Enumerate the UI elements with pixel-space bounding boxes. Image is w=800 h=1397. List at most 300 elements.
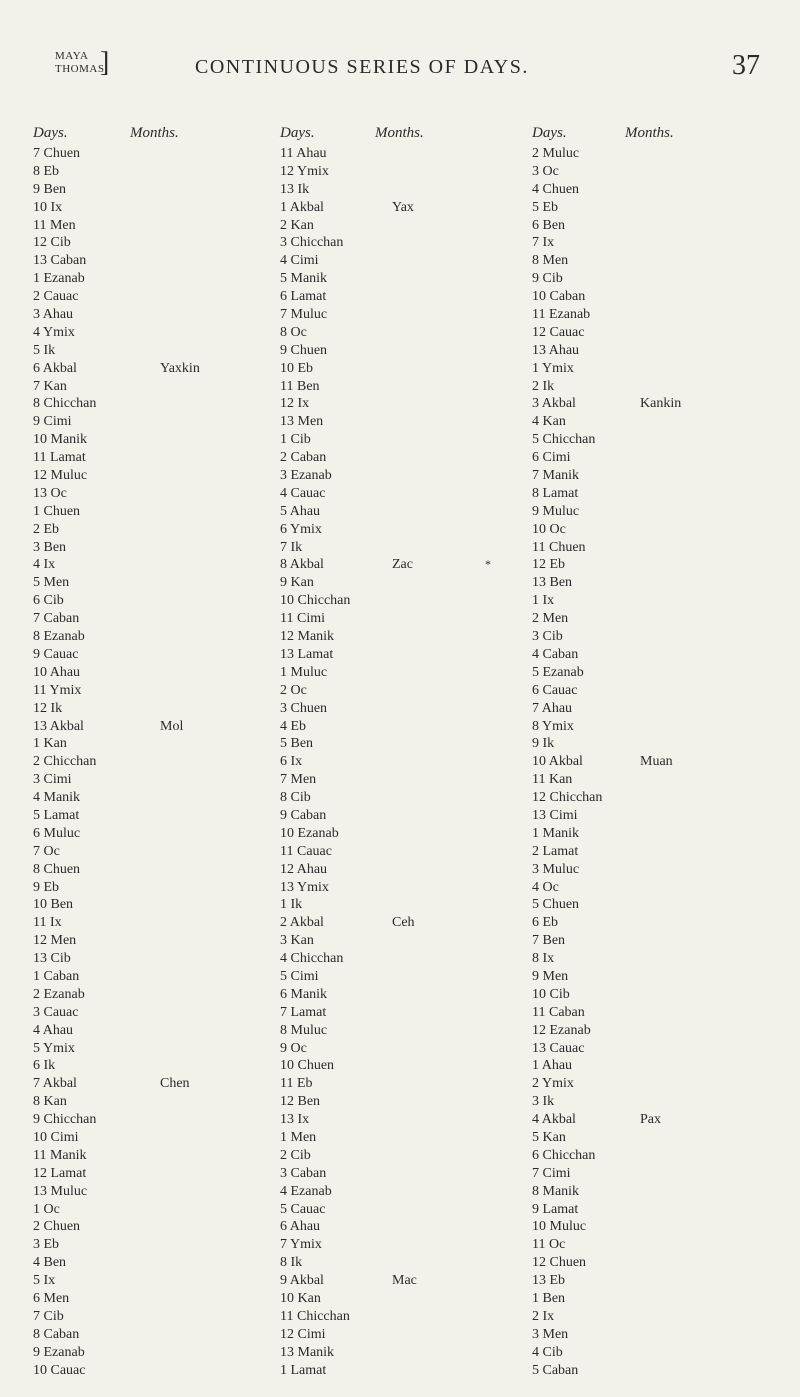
cell-days-3: 12 Eb xyxy=(532,557,566,573)
cell-days-3: 6 Chicchan xyxy=(532,1147,596,1163)
cell-days-1: 1 Chuen xyxy=(33,503,81,519)
cell-days-1: 1 Caban xyxy=(33,968,80,984)
cell-days-1: 4 Ben xyxy=(33,1255,67,1271)
cell-days-3: 11 Caban xyxy=(532,1004,585,1020)
cell-days-1: 9 Cimi xyxy=(33,414,72,430)
cell-days-2: 13 Men xyxy=(280,414,324,430)
cell-days-3: 9 Muluc xyxy=(532,503,580,519)
cell-days-1: 5 Lamat xyxy=(33,807,80,823)
cell-days-2: 3 Caban xyxy=(280,1165,327,1181)
cell-days-1: 9 Chicchan xyxy=(33,1112,97,1128)
cell-month-1: Mol xyxy=(160,718,184,734)
cell-days-3: 10 Cib xyxy=(532,986,570,1002)
page-header xyxy=(0,47,800,90)
table-row xyxy=(0,753,800,771)
cell-month-2: Mac xyxy=(392,1273,417,1289)
table-row xyxy=(0,986,800,1004)
cell-days-1: 11 Ymix xyxy=(33,682,82,698)
cell-days-3: 2 Lamat xyxy=(532,843,579,859)
table-row xyxy=(0,610,800,628)
cell-days-1: 12 Muluc xyxy=(33,468,88,484)
cell-days-1: 11 Ix xyxy=(33,915,62,931)
cell-days-3: 7 Ben xyxy=(532,933,566,949)
cell-days-3: 8 Ix xyxy=(532,951,555,967)
page-number: 37 xyxy=(732,50,760,81)
cell-days-2: 3 Chuen xyxy=(280,700,328,716)
cell-days-2: 1 Muluc xyxy=(280,664,328,680)
cell-days-3: 12 Chuen xyxy=(532,1255,587,1271)
table-row xyxy=(0,1040,800,1058)
cell-days-2: 11 Ben xyxy=(280,378,320,394)
table-row xyxy=(0,378,800,396)
table-row xyxy=(0,449,800,467)
column-header-days-3: Days. xyxy=(532,125,567,141)
cell-days-1: 13 Caban xyxy=(33,253,87,269)
cell-days-2: 10 Ezanab xyxy=(280,825,339,841)
cell-days-2: 11 Cimi xyxy=(280,611,325,627)
cell-days-1: 8 Caban xyxy=(33,1326,80,1342)
cell-days-3: 2 Men xyxy=(532,611,569,627)
cell-days-2: 9 Chuen xyxy=(280,342,328,358)
table-row xyxy=(0,1075,800,1093)
cell-days-1: 4 Manik xyxy=(33,790,81,806)
table-row xyxy=(0,896,800,914)
cell-days-2: 8 Akbal xyxy=(280,557,324,573)
cell-days-2: 11 Ahau xyxy=(280,146,327,161)
cell-days-2: 9 Kan xyxy=(280,575,314,591)
cell-days-2: 1 Men xyxy=(280,1129,317,1145)
table-row xyxy=(0,539,800,557)
running-head xyxy=(55,50,105,76)
cell-days-2: 4 Ezanab xyxy=(280,1183,332,1199)
cell-days-1: 8 Chuen xyxy=(33,861,81,877)
cell-days-1: 1 Kan xyxy=(33,736,67,752)
cell-days-2: 11 Eb xyxy=(280,1076,313,1092)
table-row xyxy=(0,342,800,360)
cell-days-3: 1 Ix xyxy=(532,593,555,609)
cell-days-2: 12 Ben xyxy=(280,1094,321,1110)
cell-days-1: 10 Ix xyxy=(33,199,63,215)
cell-days-2: 11 Cauac xyxy=(280,843,332,859)
cell-days-2: 3 Ezanab xyxy=(280,468,332,484)
cell-month-3: Muan xyxy=(640,754,673,770)
cell-days-1: 13 Cib xyxy=(33,951,71,967)
table-row xyxy=(0,1326,800,1344)
cell-days-3: 9 Cib xyxy=(532,271,563,287)
cell-days-2: 1 Ik xyxy=(280,897,303,913)
cell-days-1: 9 Ezanab xyxy=(33,1344,85,1360)
cell-days-3: 7 Cimi xyxy=(532,1165,571,1181)
cell-days-1: 3 Ahau xyxy=(33,307,74,323)
table-row xyxy=(0,360,800,378)
cell-days-2: 12 Cimi xyxy=(280,1326,326,1342)
cell-days-3: 12 Ezanab xyxy=(532,1022,591,1038)
table-row xyxy=(0,556,800,574)
cell-days-1: 13 Akbal xyxy=(33,718,84,734)
cell-days-3: 4 Cib xyxy=(532,1344,563,1360)
cell-days-3: 4 Akbal xyxy=(532,1112,576,1128)
cell-days-3: 3 Ik xyxy=(532,1094,555,1110)
cell-days-2: 2 Caban xyxy=(280,450,327,466)
table-row xyxy=(0,825,800,843)
column-header-months-2: Months. xyxy=(375,125,424,141)
cell-days-2: 7 Lamat xyxy=(280,1004,327,1020)
table-row xyxy=(0,628,800,646)
cell-days-2: 5 Ben xyxy=(280,736,314,752)
cell-days-2: 6 Lamat xyxy=(280,289,327,305)
cell-days-1: 6 Cib xyxy=(33,593,64,609)
asterisk-marker: * xyxy=(485,557,491,572)
cell-days-2: 6 Ahau xyxy=(280,1219,321,1235)
cell-days-2: 4 Chicchan xyxy=(280,951,344,967)
table-row xyxy=(0,664,800,682)
cell-days-2: 8 Cib xyxy=(280,790,311,806)
cell-month-3: Kankin xyxy=(640,396,682,412)
cell-days-3: 5 Caban xyxy=(532,1362,579,1378)
cell-month-2: Zac xyxy=(392,557,413,573)
cell-days-2: 7 Muluc xyxy=(280,307,328,323)
table-row xyxy=(0,413,800,431)
cell-days-3: 9 Lamat xyxy=(532,1201,579,1217)
cell-days-2: 7 Ymix xyxy=(280,1237,322,1253)
cell-days-1: 9 Eb xyxy=(33,879,60,895)
table-row xyxy=(0,1272,800,1290)
cell-days-3: 6 Cauac xyxy=(532,682,578,698)
table-row xyxy=(0,1093,800,1111)
cell-days-3: 9 Men xyxy=(532,968,569,984)
cell-days-1: 7 Cib xyxy=(33,1308,64,1324)
cell-days-3: 5 Chicchan xyxy=(532,432,596,448)
cell-days-1: 7 Kan xyxy=(33,378,67,394)
cell-days-1: 9 Cauac xyxy=(33,646,79,662)
cell-days-2: 8 Muluc xyxy=(280,1022,328,1038)
cell-days-3: 3 Muluc xyxy=(532,861,580,877)
cell-days-2: 4 Cimi xyxy=(280,253,319,269)
cell-days-3: 10 Oc xyxy=(532,521,566,537)
cell-days-3: 1 Manik xyxy=(532,825,580,841)
cell-days-3: 7 Ix xyxy=(532,235,555,251)
table-row xyxy=(0,1111,800,1129)
cell-days-1: 4 Ahau xyxy=(33,1022,74,1038)
cell-days-3: 8 Ymix xyxy=(532,718,574,734)
table-row xyxy=(0,485,800,503)
cell-days-3: 2 Ik xyxy=(532,378,555,394)
cell-days-1: 2 Cauac xyxy=(33,289,79,305)
cell-days-3: 5 Kan xyxy=(532,1129,566,1145)
cell-days-2: 7 Ik xyxy=(280,539,303,555)
cell-days-2: 13 Ymix xyxy=(280,879,329,895)
cell-days-1: 2 Ezanab xyxy=(33,986,85,1002)
cell-days-3: 8 Manik xyxy=(532,1183,580,1199)
table-row xyxy=(0,234,800,252)
cell-days-3: 9 Ik xyxy=(532,736,555,752)
table-row xyxy=(0,252,800,270)
table-row xyxy=(0,700,800,718)
cell-days-1: 3 Eb xyxy=(33,1237,60,1253)
table-row xyxy=(0,1218,800,1236)
table-row xyxy=(0,592,800,610)
cell-days-3: 10 Akbal xyxy=(532,754,583,770)
cell-days-3: 8 Men xyxy=(532,253,569,269)
cell-month-1: Chen xyxy=(160,1076,190,1092)
cell-days-2: 1 Akbal xyxy=(280,199,324,215)
table-row xyxy=(0,718,800,736)
cell-days-1: 7 Akbal xyxy=(33,1076,77,1092)
table-row xyxy=(0,574,800,592)
cell-days-1: 6 Men xyxy=(33,1291,70,1306)
cell-days-3: 12 Cauac xyxy=(532,324,585,340)
cell-days-2: 13 Manik xyxy=(280,1344,335,1360)
cell-days-3: 13 Ben xyxy=(532,575,573,591)
cell-days-2: 5 Cimi xyxy=(280,968,319,984)
cell-days-3: 5 Ezanab xyxy=(532,664,584,680)
cell-days-2: 5 Cauac xyxy=(280,1201,326,1217)
running-head-bracket: ] xyxy=(100,47,110,78)
cell-days-3: 3 Akbal xyxy=(532,396,576,412)
column-header-days-1: Days. xyxy=(33,125,68,141)
table-row xyxy=(0,735,800,753)
cell-days-2: 13 Lamat xyxy=(280,646,334,662)
cell-days-3: 6 Ben xyxy=(532,217,566,233)
table-row xyxy=(0,217,800,235)
cell-days-1: 6 Muluc xyxy=(33,825,81,841)
cell-days-2: 1 Lamat xyxy=(280,1362,327,1378)
cell-days-1: 12 Ik xyxy=(33,700,63,716)
cell-days-2: 13 Ik xyxy=(280,181,310,197)
cell-days-1: 8 Ezanab xyxy=(33,629,85,645)
table-row xyxy=(0,1344,800,1362)
cell-days-1: 8 Eb xyxy=(33,163,60,179)
cell-days-2: 9 Akbal xyxy=(280,1273,324,1289)
cell-days-3: 5 Chuen xyxy=(532,897,580,913)
cell-days-1: 13 Oc xyxy=(33,485,67,501)
cell-days-2: 10 Eb xyxy=(280,360,314,376)
column-header-months-3: Months. xyxy=(625,125,674,141)
cell-days-1: 9 Ben xyxy=(33,181,67,197)
cell-days-3: 5 Eb xyxy=(532,199,559,215)
table-row xyxy=(0,789,800,807)
table-row xyxy=(0,879,800,897)
table-row xyxy=(0,1362,800,1380)
cell-days-1: 11 Men xyxy=(33,217,76,233)
page-title: CONTINUOUS SERIES OF DAYS. xyxy=(195,56,529,78)
table-row xyxy=(0,914,800,932)
cell-days-1: 12 Lamat xyxy=(33,1165,87,1181)
cell-days-1: 5 Ik xyxy=(33,342,56,358)
cell-days-3: 1 Ymix xyxy=(532,360,574,376)
table-row xyxy=(0,1201,800,1219)
table-row xyxy=(0,843,800,861)
cell-days-3: 2 Muluc xyxy=(532,146,580,161)
cell-days-3: 10 Caban xyxy=(532,289,586,305)
cell-days-1: 11 Manik xyxy=(33,1147,87,1163)
cell-days-3: 13 Cauac xyxy=(532,1040,585,1056)
cell-month-1: Yaxkin xyxy=(160,360,200,376)
cell-days-3: 11 Ezanab xyxy=(532,307,591,323)
cell-days-1: 4 Ix xyxy=(33,557,56,573)
cell-days-2: 2 Oc xyxy=(280,682,307,698)
cell-days-1: 10 Ben xyxy=(33,897,74,913)
cell-days-3: 6 Eb xyxy=(532,915,559,931)
cell-days-3: 2 Ix xyxy=(532,1308,555,1324)
table-row xyxy=(0,324,800,342)
cell-days-1: 10 Ahau xyxy=(33,664,81,680)
cell-days-2: 9 Oc xyxy=(280,1040,307,1056)
table-row xyxy=(0,467,800,485)
table-row xyxy=(0,431,800,449)
cell-days-3: 13 Eb xyxy=(532,1273,566,1289)
cell-days-3: 13 Cimi xyxy=(532,807,578,823)
cell-days-1: 10 Cauac xyxy=(33,1362,86,1378)
cell-month-3: Pax xyxy=(640,1112,661,1128)
cell-days-3: 6 Cimi xyxy=(532,450,571,466)
table-row xyxy=(0,503,800,521)
table-row xyxy=(0,521,800,539)
cell-days-2: 6 Ix xyxy=(280,754,303,770)
cell-days-2: 3 Kan xyxy=(280,933,314,949)
cell-days-1: 10 Manik xyxy=(33,432,88,448)
cell-days-3: 4 Caban xyxy=(532,646,579,662)
table-row xyxy=(0,968,800,986)
cell-days-1: 2 Chuen xyxy=(33,1219,81,1235)
cell-days-3: 3 Oc xyxy=(532,163,559,179)
cell-days-2: 10 Kan xyxy=(280,1291,321,1306)
table-row xyxy=(0,145,800,163)
table-row xyxy=(0,682,800,700)
cell-days-2: 8 Oc xyxy=(280,324,307,340)
cell-days-2: 2 Akbal xyxy=(280,915,324,931)
cell-days-1: 12 Men xyxy=(33,933,77,949)
cell-days-1: 12 Cib xyxy=(33,235,71,251)
cell-days-2: 12 Ahau xyxy=(280,861,328,877)
cell-days-2: 7 Men xyxy=(280,772,317,788)
cell-days-3: 4 Oc xyxy=(532,879,559,895)
table-row xyxy=(0,181,800,199)
table-row xyxy=(0,1165,800,1183)
cell-days-3: 11 Chuen xyxy=(532,539,586,555)
cell-days-2: 12 Ix xyxy=(280,396,310,412)
table-row xyxy=(0,807,800,825)
cell-days-3: 4 Kan xyxy=(532,414,566,430)
cell-days-1: 6 Ik xyxy=(33,1058,56,1074)
cell-days-2: 2 Kan xyxy=(280,217,314,233)
table-body xyxy=(0,145,800,1379)
cell-days-2: 4 Eb xyxy=(280,718,307,734)
cell-days-2: 13 Ix xyxy=(280,1112,310,1128)
table-row xyxy=(0,1057,800,1075)
cell-days-3: 3 Cib xyxy=(532,629,563,645)
table-row xyxy=(0,646,800,664)
table-row xyxy=(0,1236,800,1254)
cell-days-1: 5 Men xyxy=(33,575,70,591)
cell-days-2: 11 Chicchan xyxy=(280,1308,350,1324)
cell-days-1: 1 Ezanab xyxy=(33,271,85,287)
cell-days-2: 10 Chuen xyxy=(280,1058,335,1074)
cell-days-1: 1 Oc xyxy=(33,1201,60,1217)
column-header-months-1: Months. xyxy=(130,125,179,141)
running-head-line-1: MAYA xyxy=(55,50,89,62)
table-row xyxy=(0,1147,800,1165)
cell-days-2: 4 Cauac xyxy=(280,485,326,501)
cell-days-1: 2 Chicchan xyxy=(33,754,97,770)
table-row xyxy=(0,1254,800,1272)
cell-days-3: 11 Oc xyxy=(532,1237,566,1253)
cell-days-3: 4 Chuen xyxy=(532,181,580,197)
cell-days-2: 6 Ymix xyxy=(280,521,322,537)
cell-days-1: 5 Ymix xyxy=(33,1040,75,1056)
cell-days-3: 8 Lamat xyxy=(532,485,579,501)
cell-month-2: Yax xyxy=(392,199,414,215)
cell-days-1: 2 Eb xyxy=(33,521,60,537)
table-row xyxy=(0,1308,800,1326)
cell-days-2: 6 Manik xyxy=(280,986,328,1002)
cell-days-2: 2 Cib xyxy=(280,1147,311,1163)
cell-days-1: 3 Cimi xyxy=(33,772,72,788)
table-row xyxy=(0,771,800,789)
cell-days-2: 9 Caban xyxy=(280,807,327,823)
cell-days-1: 7 Caban xyxy=(33,611,80,627)
table-row xyxy=(0,306,800,324)
cell-days-1: 7 Oc xyxy=(33,843,60,859)
cell-days-1: 5 Ix xyxy=(33,1273,56,1289)
cell-days-3: 2 Ymix xyxy=(532,1076,574,1092)
running-head-line-2: THOMAS xyxy=(55,63,105,75)
cell-days-1: 3 Cauac xyxy=(33,1004,79,1020)
table-row xyxy=(0,1129,800,1147)
table-row xyxy=(0,395,800,413)
cell-days-1: 3 Ben xyxy=(33,539,67,555)
cell-days-1: 4 Ymix xyxy=(33,324,75,340)
table-row xyxy=(0,270,800,288)
cell-days-2: 10 Chicchan xyxy=(280,593,351,609)
cell-days-3: 13 Ahau xyxy=(532,342,580,358)
table-row xyxy=(0,861,800,879)
cell-days-3: 12 Chicchan xyxy=(532,790,603,806)
cell-days-2: 3 Chicchan xyxy=(280,235,344,251)
cell-days-1: 6 Akbal xyxy=(33,360,77,376)
cell-days-2: 8 Ik xyxy=(280,1255,303,1271)
cell-days-2: 12 Ymix xyxy=(280,163,329,179)
table-row xyxy=(0,1290,800,1308)
cell-month-2: Ceh xyxy=(392,915,415,931)
cell-days-3: 3 Men xyxy=(532,1326,569,1342)
cell-days-2: 1 Cib xyxy=(280,432,311,448)
table-row xyxy=(0,1183,800,1201)
cell-days-1: 8 Kan xyxy=(33,1094,67,1110)
cell-days-1: 8 Chicchan xyxy=(33,396,97,412)
cell-days-1: 10 Cimi xyxy=(33,1129,79,1145)
cell-days-2: 5 Ahau xyxy=(280,503,321,519)
cell-days-3: 7 Manik xyxy=(532,468,580,484)
cell-days-3: 10 Muluc xyxy=(532,1219,587,1235)
table-row xyxy=(0,163,800,181)
cell-days-3: 11 Kan xyxy=(532,772,573,788)
cell-days-2: 5 Manik xyxy=(280,271,328,287)
table-row xyxy=(0,199,800,217)
cell-days-3: 7 Ahau xyxy=(532,700,573,716)
cell-days-1: 13 Muluc xyxy=(33,1183,88,1199)
column-header-days-2: Days. xyxy=(280,125,315,141)
table-row xyxy=(0,1022,800,1040)
cell-days-2: 12 Manik xyxy=(280,629,335,645)
table-row xyxy=(0,288,800,306)
table-row xyxy=(0,1004,800,1022)
cell-days-1: 7 Chuen xyxy=(33,146,81,161)
cell-days-3: 1 Ben xyxy=(532,1291,566,1306)
table-row xyxy=(0,932,800,950)
table-row xyxy=(0,950,800,968)
cell-days-3: 1 Ahau xyxy=(532,1058,573,1074)
